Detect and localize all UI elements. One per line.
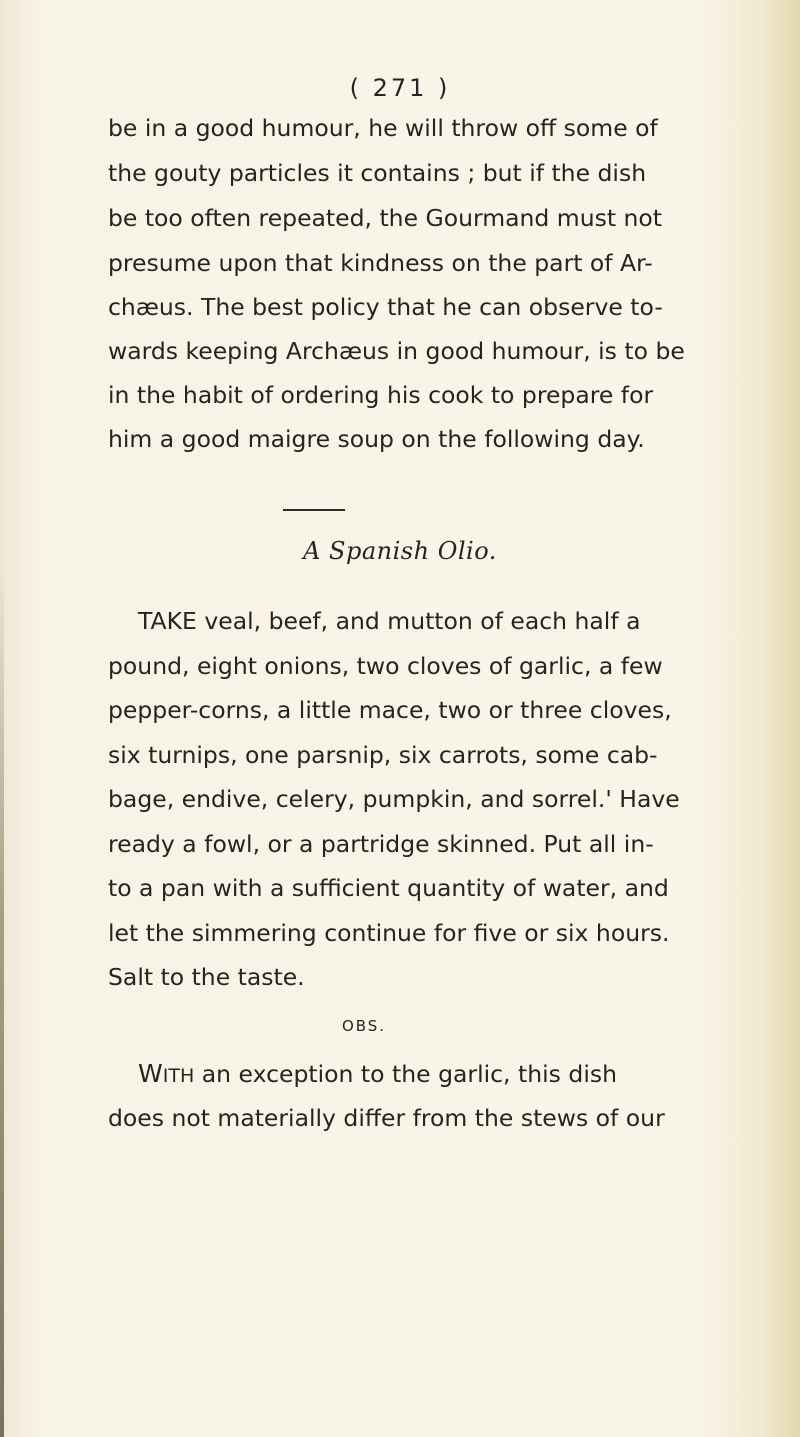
binding-edge-shadow bbox=[0, 560, 4, 1437]
recipe-line: TAKE veal, beef, and mutton of each half a bbox=[138, 607, 641, 635]
obs-line-rest: an exception to the garlic, this dish bbox=[194, 1060, 617, 1088]
obs-line bbox=[138, 1059, 617, 1091]
body-line: be in a good humour, he will throw off some of bbox=[108, 114, 658, 142]
body-line: wards keeping Archæus in good humour, is to be bbox=[108, 337, 685, 365]
recipe-line: pound, eight onions, two cloves of garlic, a few bbox=[108, 652, 663, 680]
recipe-line: let the simmering continue for five or six hours. bbox=[108, 919, 670, 947]
page-number: ( 271 ) bbox=[349, 74, 451, 102]
body-line: presume upon that kindness on the part of Ar- bbox=[108, 249, 653, 277]
recipe-line: to a pan with a sufficient quantity of water, and bbox=[108, 874, 669, 902]
obs-smallcaps-rest: ITH bbox=[162, 1065, 195, 1087]
recipe-line: six turnips, one parsnip, six carrots, some cab- bbox=[108, 741, 658, 769]
body-line: chæus. The best policy that he can observe to- bbox=[108, 293, 663, 321]
body-line: the gouty particles it contains ; but if the dish bbox=[108, 159, 647, 187]
section-divider-rule bbox=[283, 509, 345, 511]
obs-line: does not materially differ from the stews of our bbox=[108, 1104, 665, 1132]
recipe-title: A Spanish Olio. bbox=[303, 537, 497, 565]
obs-heading: OBS. bbox=[341, 1017, 387, 1035]
body-line: be too often repeated, the Gourmand must not bbox=[108, 204, 663, 232]
obs-initial: W bbox=[138, 1059, 163, 1088]
recipe-line: ready a fowl, or a partridge skinned. Put all in- bbox=[108, 830, 654, 858]
page-edge-shading bbox=[766, 0, 800, 1437]
recipe-line: bage, endive, celery, pumpkin, and sorrel.' Have bbox=[108, 785, 680, 813]
body-line: in the habit of ordering his cook to prepare for bbox=[108, 381, 654, 409]
body-line: him a good maigre soup on the following day. bbox=[108, 425, 645, 453]
recipe-line: Salt to the taste. bbox=[108, 963, 305, 991]
recipe-line: pepper-corns, a little mace, two or three cloves, bbox=[108, 696, 672, 724]
